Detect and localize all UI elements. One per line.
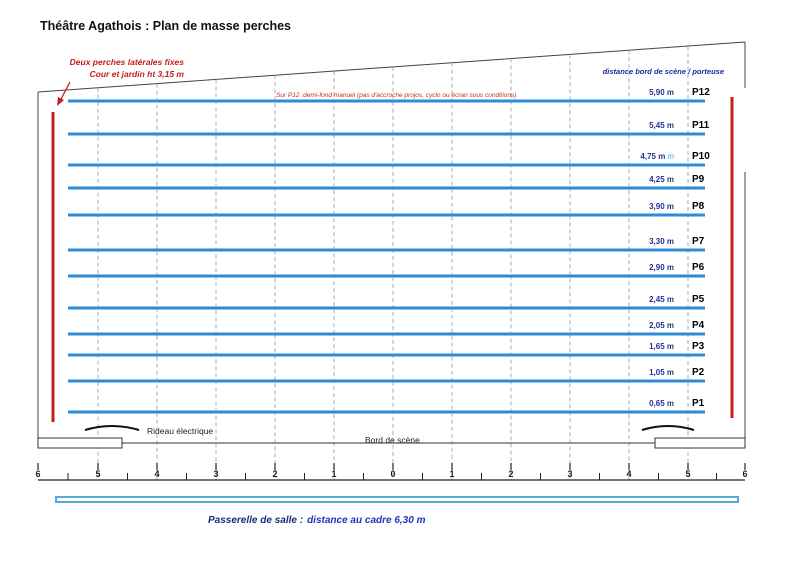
side-note-arrow-line bbox=[60, 82, 70, 101]
scale-tick-label: 5 bbox=[95, 469, 101, 479]
side-perches-note bbox=[56, 56, 184, 80]
scale-tick-label: 3 bbox=[567, 469, 573, 479]
perche-distance-p12 bbox=[582, 88, 674, 97]
scale-tick-label: 4 bbox=[154, 469, 160, 479]
perche-bars bbox=[68, 101, 705, 412]
stage-edge-label: Bord de scène bbox=[365, 435, 420, 445]
curtain-swag-left bbox=[85, 426, 139, 430]
perche-distance-p4 bbox=[582, 321, 674, 330]
distance-value: 5,90 m bbox=[649, 88, 674, 97]
distance-value: 2,05 m bbox=[649, 321, 674, 330]
distance-value: 3,30 m bbox=[649, 237, 674, 246]
side-note-arrow-head bbox=[57, 97, 64, 106]
perche-label-p12: P12 bbox=[692, 87, 710, 98]
side-note-line2: Cour et jardin ht 3,15 m bbox=[89, 69, 184, 79]
scale-tick-label: 4 bbox=[626, 469, 632, 479]
curtain-swag-right bbox=[642, 426, 694, 430]
perche-distance-p5 bbox=[582, 295, 674, 304]
catwalk-value: distance au cadre 6,30 m bbox=[307, 515, 426, 526]
distance-header: distance bord de scène / porteuse bbox=[602, 67, 724, 76]
scale-tick-label: 6 bbox=[35, 469, 41, 479]
perche-label-p1: P1 bbox=[692, 398, 705, 409]
distance-value: 4,75 m bbox=[640, 152, 666, 161]
page-title: Théâtre Agathois : Plan de masse perches bbox=[40, 19, 292, 33]
perche-distance-p11 bbox=[582, 121, 674, 130]
perche-label-p9: P9 bbox=[692, 174, 705, 185]
distance-value: 2,45 m bbox=[649, 295, 674, 304]
scale-tick-label: 1 bbox=[331, 469, 337, 479]
catwalk-bar bbox=[55, 496, 739, 503]
perche-distance-p7 bbox=[582, 237, 674, 246]
distance-value: 0,65 m bbox=[649, 399, 674, 408]
perche-label-p11: P11 bbox=[692, 120, 710, 131]
scale-tick-label: 2 bbox=[272, 469, 278, 479]
distance-value: 2,90 m bbox=[649, 263, 674, 272]
perche-label-p10: P10 bbox=[692, 151, 710, 162]
scale-tick-label: 6 bbox=[742, 469, 748, 479]
distance-value: 3,90 m bbox=[649, 202, 674, 211]
scale-tick-label: 1 bbox=[449, 469, 455, 479]
perche-label-p6: P6 bbox=[692, 262, 705, 273]
distance-value: 1,65 m bbox=[649, 342, 674, 351]
stage-edge-block-right bbox=[655, 438, 745, 448]
perche-distance-p9 bbox=[582, 175, 674, 184]
perche-distance-p10 bbox=[582, 152, 674, 161]
perche-label-p3: P3 bbox=[692, 341, 705, 352]
perche-distance-p1 bbox=[582, 399, 674, 408]
distance-value: 4,25 m bbox=[649, 175, 674, 184]
distance-value: 1,05 m bbox=[649, 368, 674, 377]
perche-label-p7: P7 bbox=[692, 236, 705, 247]
perche-label-p5: P5 bbox=[692, 294, 705, 305]
curtain-label: Rideau électrique bbox=[147, 426, 214, 436]
perche-label-p2: P2 bbox=[692, 367, 705, 378]
scale-tick-label: 0 bbox=[390, 469, 396, 479]
perche-distance-p6 bbox=[582, 263, 674, 272]
perche-distance-p8 bbox=[582, 202, 674, 211]
scale-tick-label: 3 bbox=[213, 469, 219, 479]
side-note-line1: Deux perches latérales fixes bbox=[69, 57, 184, 67]
distance-unit-tail: m bbox=[667, 152, 674, 161]
p12-note: Sur P12 :demi-fond manuel (pas d'accroche projos, cyclo ou écran sous conditions) bbox=[276, 92, 517, 99]
catwalk-label: Passerelle de salle : bbox=[208, 515, 304, 526]
perche-label-p4: P4 bbox=[692, 320, 705, 331]
scale-tick-label: 5 bbox=[685, 469, 691, 479]
perche-label-p8: P8 bbox=[692, 201, 705, 212]
perche-distance-p3 bbox=[582, 342, 674, 351]
scale-tick-label: 2 bbox=[508, 469, 514, 479]
catwalk-caption bbox=[208, 515, 425, 526]
distance-value: 5,45 m bbox=[649, 121, 674, 130]
stage-edge-block-left bbox=[38, 438, 122, 448]
perche-distance-p2 bbox=[582, 368, 674, 377]
